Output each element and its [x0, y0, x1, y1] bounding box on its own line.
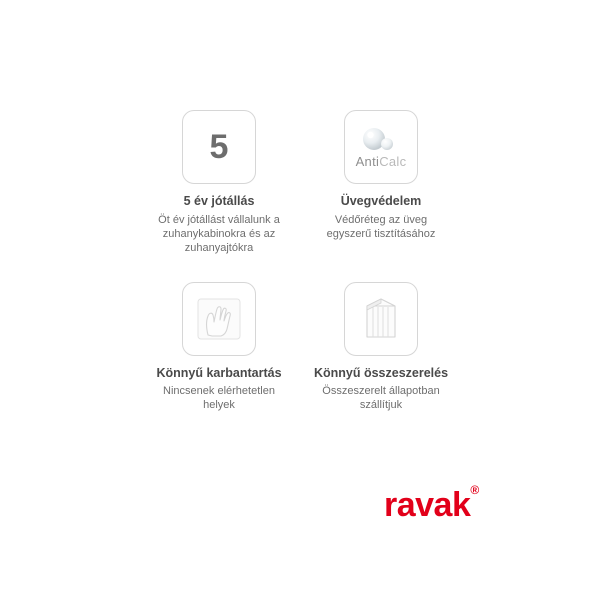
glass-protection-icon-box — [344, 110, 418, 184]
feature-grid — [150, 110, 450, 413]
anticalc-prefix: Anti — [355, 153, 380, 169]
feature-warranty-desc: Öt év jótállást vállalunk a zuhanykabinokra és az zuhanyajtókra — [158, 213, 280, 255]
feature-maintenance — [150, 282, 288, 413]
feature-assembly-desc: Összeszerelt állapotban szállítjuk — [322, 385, 440, 412]
feature-assembly-title: Könnyű összeszerelés — [313, 365, 449, 380]
feature-glass-protection — [312, 110, 450, 256]
hand-wiping-glass-icon — [194, 295, 244, 343]
number-five-icon: 5 — [209, 128, 229, 166]
feature-glass-protection-title: Üvegvédelem — [340, 194, 422, 208]
anticalc-label — [356, 154, 407, 169]
row-spacer — [150, 256, 450, 282]
feature-assembly — [312, 282, 450, 413]
feature-maintenance-title: Könnyű karbantartás — [156, 365, 282, 380]
registered-mark: ® — [470, 482, 479, 497]
feature-glass-protection-desc: Védőréteg az üveg egyszerű tisztításához — [326, 213, 436, 240]
feature-maintenance-desc: Nincsenek elérhetetlen helyek — [163, 385, 275, 412]
assembled-shower-cabin-icon — [359, 294, 403, 344]
feature-warranty — [150, 110, 288, 256]
assembly-icon-box — [344, 282, 418, 356]
feature-warranty-title: 5 év jótállás — [183, 194, 255, 208]
ravak-logo — [384, 482, 479, 524]
ravak-logo-text: ravak — [384, 486, 471, 524]
feature-row-top — [150, 110, 450, 256]
feature-row-bottom — [150, 282, 450, 413]
maintenance-icon-box — [182, 282, 256, 356]
anticalc-suffix: Calc — [379, 153, 407, 169]
anticalc-droplet-icon — [356, 126, 407, 169]
warranty-icon-box — [182, 110, 256, 184]
